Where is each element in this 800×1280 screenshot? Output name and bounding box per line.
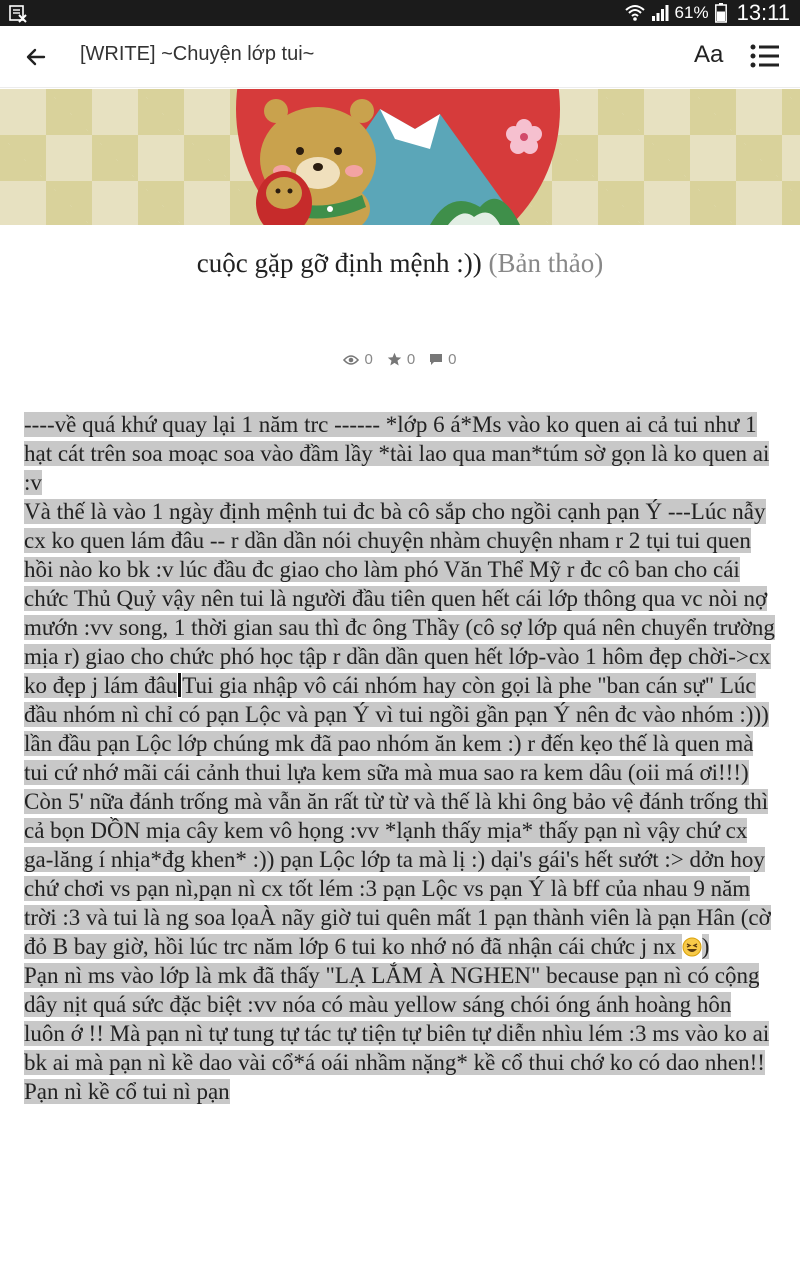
draft-label: (Bản thảo)	[488, 248, 604, 278]
chapter-banner-image	[0, 89, 800, 225]
votes-stat	[387, 351, 415, 368]
paragraph	[24, 410, 776, 497]
text-cursor	[178, 673, 181, 697]
paragraph-text: Và thế là vào 1 ngày định mệnh tui đc bà cô sắp cho ngồi cạnh pạn Ý ---Lúc nẫy cx ko quen lám đâu -- r dần dần nói chuyện nhàm chuyện nham r 2 tụi tui quen hồi nào ko bk :v lúc đầu đc giao cho làm phó Văn Thể Mỹ r đc cô ban cho cái chức Thủ Quỷ vậy nên tui là người đầu tiên quen hết cái lớp thông qua vc nòi nợ mướn :vv song, 1 thời gian sau thì đc ông Thầy (cô sợ lớp quá nên chuyển trường mịa r) giao cho chức phó học tập r dần dần quen hết lớp-vào 1 hôm đẹp chời->cx ko đẹp j lám đâu	[24, 499, 775, 698]
chapter-title-text: cuộc gặp gỡ định mệnh :))	[196, 248, 482, 278]
clock: 13:11	[736, 0, 790, 25]
laughing-emoji-icon	[682, 937, 702, 957]
comments-stat	[429, 351, 456, 368]
chapter-stats	[0, 351, 800, 368]
wifi-icon	[625, 4, 645, 22]
story-title: [WRITE] ~Chuyện lớp tui~	[80, 43, 315, 65]
table-of-contents-icon[interactable]	[750, 43, 780, 69]
app-bar	[0, 26, 800, 88]
paragraph-text: )	[701, 934, 710, 959]
paragraph-text: Tui gia nhập vô cái nhóm hay còn gọi là phe "ban cán sự" Lúc đầu nhóm nì chỉ có pạn Lộc và pạn Ý vì tui ngồi gần pạn Ý nên đc vào nhóm :))) lần đầu pạn Lộc lớp chúng mk đã pao nhóm ăn kem :) r đến kẹo thế là quen mà tui cứ nhớ mãi cái cảnh thui lựa kem sữa mà mua sao ra kem dâu (oii má ơi!!!) Còn 5' nữa đánh trống mà vẫn ăn rất từ từ và thế là khi ông bảo vệ đánh trống thì cả bọn DỒN mịa cây kem vô họng :vv *lạnh thấy mịa* thấy pạn nì vậy chứ cx ga-lăng í nhịa*đg khen* :)) pạn Lộc lớp ta mà lị :) dại's gái's hết sướt :> dởn hoy chứ chơi vs pạn nì,pạn nì cx tốt lém :3 pạn Lộc vs pạn Ý là bff của nhau 9 năm trời :3 và tui là ng soa lọaÀ nãy giờ tui quên mất 1 pạn thành viên là pạn Hân (cờ đỏ B bay giờ, hồi lúc trc năm lớp 6 tui ko nhớ nó đã nhận cái chức j nx	[24, 673, 771, 959]
image-notification-icon	[8, 3, 28, 23]
votes-count: 0	[406, 351, 416, 368]
paragraph	[24, 961, 776, 1106]
paragraph-text: Pạn nì ms vào lớp là mk đã thấy "LẠ LẮM À NGHEN" because pạn nì có cộng dây nịt quá sức đặc biệt :vv nóa có màu yellow sáng chói óng ánh hoàng hôn luôn ớ !! Mà pạn nì tự tung tự tác tự tiện tự biên tự diễn nhìu lém :3 ms vào ko ai bk ai mà pạn nì kề dao vài cổ*á oái nhầm nặng* kề cổ thui chớ ko có dao nhen!! Pạn nì kề cổ tui nì pạn	[24, 963, 770, 1104]
status-bar	[0, 0, 800, 26]
font-settings-button[interactable]: Aa	[694, 41, 724, 68]
views-stat	[343, 351, 372, 368]
chapter-title	[0, 248, 800, 279]
star-icon	[387, 352, 402, 367]
paragraph-text: ----về quá khứ quay lại 1 năm trc ------ *lớp 6 á*Ms vào ko quen ai cả tui như 1 hạt cát trên soa moạc soa vào đầm lầy *tài lao qua man*túm sờ gọn là ko quen ai :v	[24, 412, 770, 495]
comment-icon	[429, 353, 443, 367]
battery-percent: 61%	[674, 3, 709, 22]
paragraph	[24, 497, 776, 961]
eye-icon	[343, 354, 359, 366]
battery-icon	[715, 3, 727, 23]
views-count: 0	[364, 351, 373, 368]
comments-count: 0	[448, 351, 457, 368]
story-body[interactable]	[24, 410, 776, 1106]
back-arrow-icon[interactable]	[22, 43, 50, 71]
signal-icon	[651, 4, 669, 22]
